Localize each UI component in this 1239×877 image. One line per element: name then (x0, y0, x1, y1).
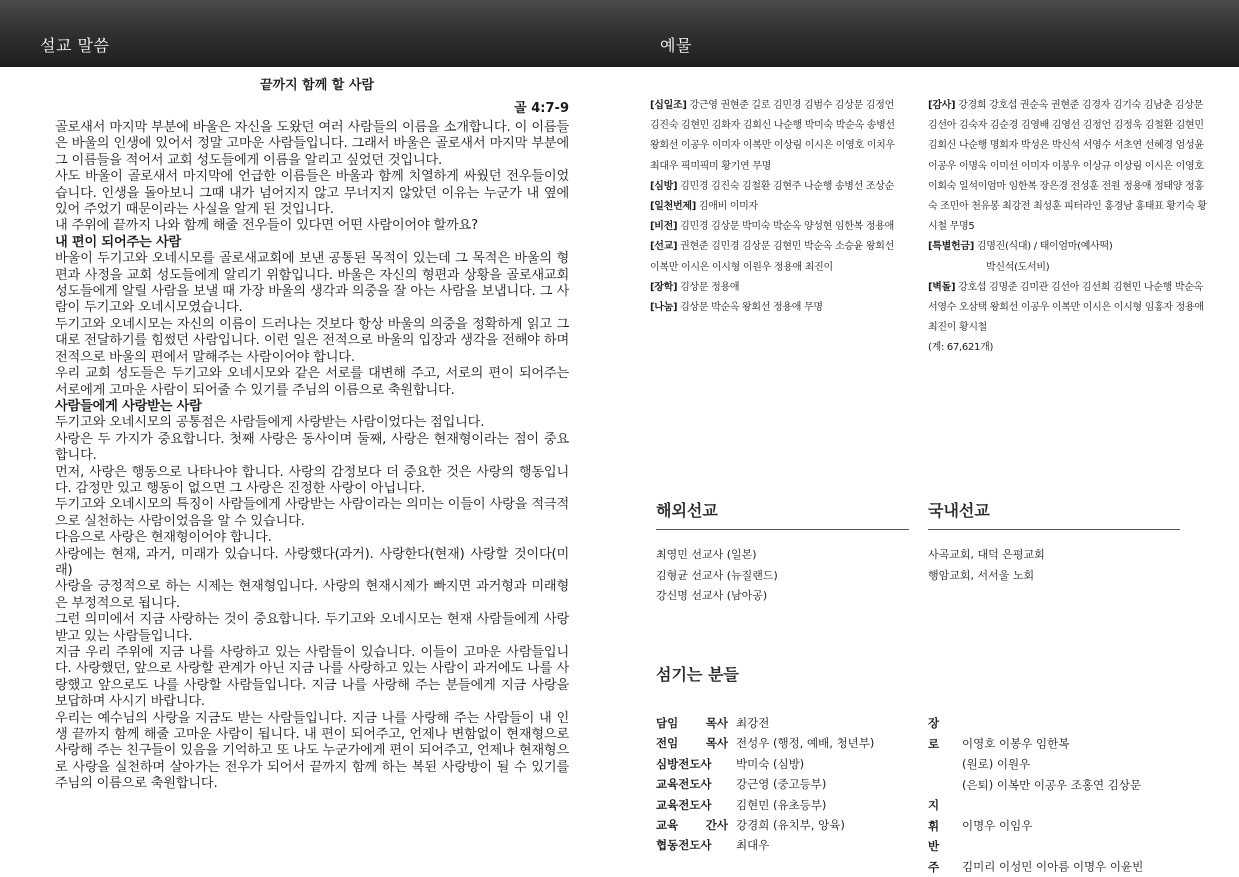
staff-name: 강근영 (중고등부) (736, 777, 827, 792)
staff-list (656, 713, 874, 856)
sermon-paragraph: 사도 바울이 골로새서 마지막에 언급한 이름들은 바울과 함께 치열하게 싸웠던 전우들이었습니다. 인생을 돌아보니 그때 내가 넘어지지 않고 무너지지 않았던 이유는 누군가 내 옆에 있어 주었기 때문이라는 사실을 알게 된 것입니다. (55, 169, 569, 218)
staff-role: 교육전도사 (656, 777, 712, 792)
offering-names: 박신석(도서비) (986, 261, 1050, 273)
offering-entry (650, 96, 902, 177)
mission-item: 행암교회, 서서울 노회 (928, 568, 1035, 582)
staff-name: 전성우 (행정, 예배, 청년부) (736, 736, 875, 751)
mission-item: 사곡교회, 대덕 은평교회 (928, 548, 1045, 561)
offering-section-title: 예물 (660, 36, 692, 55)
offering-category: [일천번제] (650, 201, 696, 213)
offering-entry (928, 258, 1210, 278)
staff-role: 교육 간사 (656, 818, 728, 833)
offering-entry (650, 298, 902, 318)
mission-item: 강신명 선교사 (남아공) (656, 589, 768, 602)
sermon-paragraph: 먼저, 사랑은 행동으로 나타나야 합니다. 사랑의 감정보다 더 중요한 것은 사랑의 행동입니다. 감정만 있고 행동이 없으면 그 사랑은 진정한 사랑이 아닙니다. (55, 464, 569, 496)
sermon-paragraph: 두기고와 오네시모는 자신의 이름이 드러나는 것보다 항상 바울의 의중을 정확하게 읽고 그대로 전달하기를 힘썼던 사람입니다. 이런 일은 전적으로 바울의 입장과 생각을 전해야 하며 전적으로 바울의 편에서 말해주는 사람이어야 합니다. (55, 316, 569, 365)
sermon-paragraph: 두기고와 오네시모의 공통점은 사람들에게 사랑받는 사람이었다는 점입니다. (55, 415, 485, 431)
staff-name: 최대우 (736, 838, 770, 853)
offering-names: 김애비 이미자 (695, 201, 758, 213)
offering-names: 김상문 박순옥 왕회선 정용애 무명 (677, 302, 823, 314)
sermon-paragraph: 그런 의미에서 지금 사랑하는 것이 중요합니다. 두기고와 오네시모는 현재 사람들에게 사랑받고 있는 사람들입니다. (55, 612, 569, 644)
header-bar (0, 0, 1239, 67)
staff-name: 김현민 (유초등부) (736, 797, 827, 812)
elder-row (928, 836, 1143, 877)
staff-role: 심방전도사 (656, 756, 712, 771)
offering-names: 김명진(식대) / 태이엄마(예사떡) (973, 241, 1113, 253)
staff-role: 전임 목사 (656, 736, 728, 751)
offering-names: 강경희 강호섭 권순옥 권현준 김경자 김기숙 김남춘 김상문 김선아 김숙자 김순경 김영배 김영선 김정언 김정욱 김철환 김현민 김회신 나순행 명회자 박성은 박신석 서영수 서초연 선혜경 엄성윤 이공우 이명옥 이미선 이미자 이봉우 이상규 이상림 이시은 이영호 이회숙 일석이엄마 임한복 장은경 전성훈 전원 정용애 정태양 정홍숙 조민아 천유봉 최강전 최성훈 피터라인 홍경남 홍태표 황기숙 황시철 무명5 (928, 100, 1207, 233)
staff-row (656, 754, 874, 774)
sermon-paragraph: 지금 우리 주위에 지금 나를 사랑하고 있는 사람들이 있습니다. 이들이 고마운 사람들입니다. 사랑했던, 앞으로 사랑할 관계가 아닌 지금 나를 사랑하고 있는 사람이 과거에도 나를 사랑했고 앞으로도 나를 사랑할 사람들입니다. 지금 나를 사랑해 주는 분들에게 지금 사랑을 보답하며 사시기 바랍니다. (55, 645, 569, 710)
offering-names: 강호섭 김명준 김미관 김선아 김선희 김현민 나순행 박순옥 서영수 오삼택 왕회선 이공우 이복만 이시은 이시형 임홍자 정용애 최진이 황시철 (928, 281, 1204, 334)
offering-entry (650, 177, 902, 197)
staff-role: 교육전도사 (656, 797, 712, 812)
elder-role: 반 주 (928, 839, 944, 874)
offering-entry (650, 217, 902, 237)
mission-item: 최영민 선교사 (일본) (656, 548, 757, 561)
elder-name: 이영호 이봉우 임한복 (962, 736, 1070, 751)
staff-row (656, 815, 874, 835)
sermon-paragraph: 사랑은 두 가지가 중요합니다. 첫째 사랑은 동사이며 둘째, 사랑은 현재형이라는 점이 중요합니다. (55, 431, 569, 464)
elder-row (928, 754, 1143, 775)
offering-category: [벽돌] (928, 281, 956, 293)
sermon-paragraph: 우리 교회 성도들은 두기고와 오네시모와 같은 서로를 대변해 주고, 서로의 편이 되어주는 서로에게 고마운 사람이 되어줄 수 있기를 주님의 이름으로 축원합니다. (55, 366, 569, 398)
staff-row (656, 774, 874, 794)
offering-entry (928, 96, 1210, 237)
sermon-paragraph: 사랑에는 현재, 과거, 미래가 있습니다. 사랑했다(과거). 사랑한다(현재) 사랑할 것이다(미래) (55, 546, 569, 578)
offering-names: (계: 67,621개) (928, 342, 994, 354)
sermon-paragraph: 골로새서 마지막 부분에 바울은 자신을 도왔던 여러 사람들의 이름을 소개합니다. 이 이름들은 바울의 인생에 있어서 정말 고마운 사람들입니다. 그래서 바울은 골로새서 마지막 부분에 그 이름들을 적어서 교회 성도들에게 이름을 알리고 싶었던 것입니다. (55, 120, 569, 168)
elder-role: 지 휘 (928, 798, 944, 833)
elder-name: (은퇴) 이복만 이공우 조홍연 김상문 (962, 777, 1142, 792)
elder-role: 장 로 (928, 716, 944, 751)
overseas-mission-heading: 해외선교 (656, 498, 909, 530)
offering-category: [장학] (650, 281, 678, 293)
staff-name: 최강전 (736, 716, 770, 730)
elder-name: 김미리 이성민 이아름 이명우 이윤빈 (962, 859, 1144, 874)
sermon-body (55, 120, 569, 793)
sermon-paragraph: 사랑을 긍정적으로 하는 시제는 현재형입니다. 사랑의 현재시제가 빠지면 과거형과 미래형은 부정적으로 됩니다. (55, 579, 569, 611)
offering-category: [특별헌금] (928, 241, 974, 253)
offering-names: 김민경 김진숙 김철환 김현주 나순행 송병선 조상순 (677, 180, 894, 192)
overseas-mission-list (656, 545, 778, 607)
offering-list-left (650, 96, 902, 318)
sermon-paragraph: 바울이 두기고와 오네시모를 골로새교회에 보낸 공통된 목적이 있는데 그 목적은 바울의 형편과 사정을 교회 성도들에게 알리기 위함입니다. 바울은 자신의 형편과 상황을 골로새교회 성도들에게 알릴 사람을 보낼 때 가장 바울의 생각과 의중을 잘 아는 사람을 보냅니다. 그 사람이 두기고와 오네시모였습니다. (55, 251, 569, 316)
staff-row (656, 733, 874, 753)
servants-heading: 섬기는 분들 (656, 665, 739, 684)
offering-category: [십일조] (650, 100, 687, 111)
elder-name: (원로) 이원우 (962, 757, 1031, 771)
mission-item: 김형균 선교사 (뉴질랜드) (656, 568, 778, 582)
offering-names: 김상문 정용애 (677, 281, 740, 293)
offering-entry (650, 278, 902, 298)
elder-row (928, 775, 1143, 796)
offering-names: 김민경 김상문 박미숙 박순옥 양성현 임한복 정용애 (677, 221, 894, 233)
offering-entry (650, 237, 902, 277)
offering-entry (650, 197, 902, 217)
offering-entry (928, 237, 1210, 257)
elder-row (928, 713, 1143, 754)
offering-category: [선교] (650, 241, 678, 253)
offering-category: [심방] (650, 180, 678, 192)
offering-category: [감사] (928, 100, 956, 111)
sermon-title: 끝까지 함께 할 사람 (259, 78, 375, 93)
sermon-reference: 골 4:7-9 (514, 101, 569, 116)
sermon-paragraph: 두기고와 오네시모의 특징이 사람들에게 사랑받는 사람이라는 의미는 이들이 사랑을 적극적으로 실천하는 사람이었음을 알 수 있습니다. (55, 497, 569, 529)
staff-name: 박미숙 (심방) (736, 756, 805, 771)
staff-role: 담임 목사 (656, 716, 728, 730)
offering-category: [비전] (650, 221, 678, 233)
offering-names: 권현준 김민경 김상문 김현민 박순옥 소승윤 왕회선 이복만 이시은 이시형 이원우 정용애 최진이 (650, 241, 894, 273)
sermon-column (55, 74, 569, 793)
offering-entry (928, 278, 1210, 339)
staff-row (656, 835, 874, 855)
sermon-subheading: 사람들에게 사랑받는 사람 (55, 398, 202, 414)
domestic-mission-list (928, 545, 1045, 586)
sermon-subheading: 내 편이 되어주는 사람 (55, 234, 182, 250)
elders-list (928, 713, 1143, 877)
offering-entry (928, 338, 1210, 358)
domestic-mission-heading: 국내선교 (928, 498, 1180, 530)
sermon-paragraph: 내 주위에 끝까지 나와 함께 해줄 전우들이 있다면 어떤 사람이어야 할까요? (55, 218, 478, 234)
elder-name: 이명우 이임우 (962, 818, 1033, 833)
sermon-paragraph: 우리는 예수님의 사랑을 지금도 받는 사람들입니다. 지금 나를 사랑해 주는 사람들이 내 인생 끝까지 함께 해줄 고마운 사람이 됩니다. 내 편이 되어주고, 언제나 변함없이 현재형으로 사랑해 주는 친구들이 있음을 기억하고 또 나도 누군가에게 편이 되어주고, 언제나 현재형으로 사랑을 실천하며 살아가는 전우가 되어서 끝까지 함께 하는 복된 사랑방이 될 수 있기를 주님의 이름으로 축원합니다. (55, 710, 569, 792)
staff-name: 강경희 (유치부, 앙육) (736, 818, 845, 833)
offering-names: 강근영 권현준 길로 김민경 김범수 김상문 김정언 김진숙 김현민 김화자 김회신 나순행 박미숙 박순옥 송병선 왕회선 이공우 이미자 이복만 이상림 이시은 이영호 이치우 최대우 픽미픽미 황기연 무명 (650, 100, 895, 172)
staff-role: 협동전도사 (656, 838, 712, 853)
elder-row (928, 795, 1143, 836)
staff-row (656, 713, 874, 733)
offering-list-right (928, 96, 1210, 359)
staff-row (656, 795, 874, 815)
offering-category: [나눔] (650, 302, 678, 314)
sermon-paragraph: 다음으로 사랑은 현재형이어야 합니다. (55, 530, 272, 546)
sermon-section-title: 설교 말씀 (40, 36, 110, 55)
